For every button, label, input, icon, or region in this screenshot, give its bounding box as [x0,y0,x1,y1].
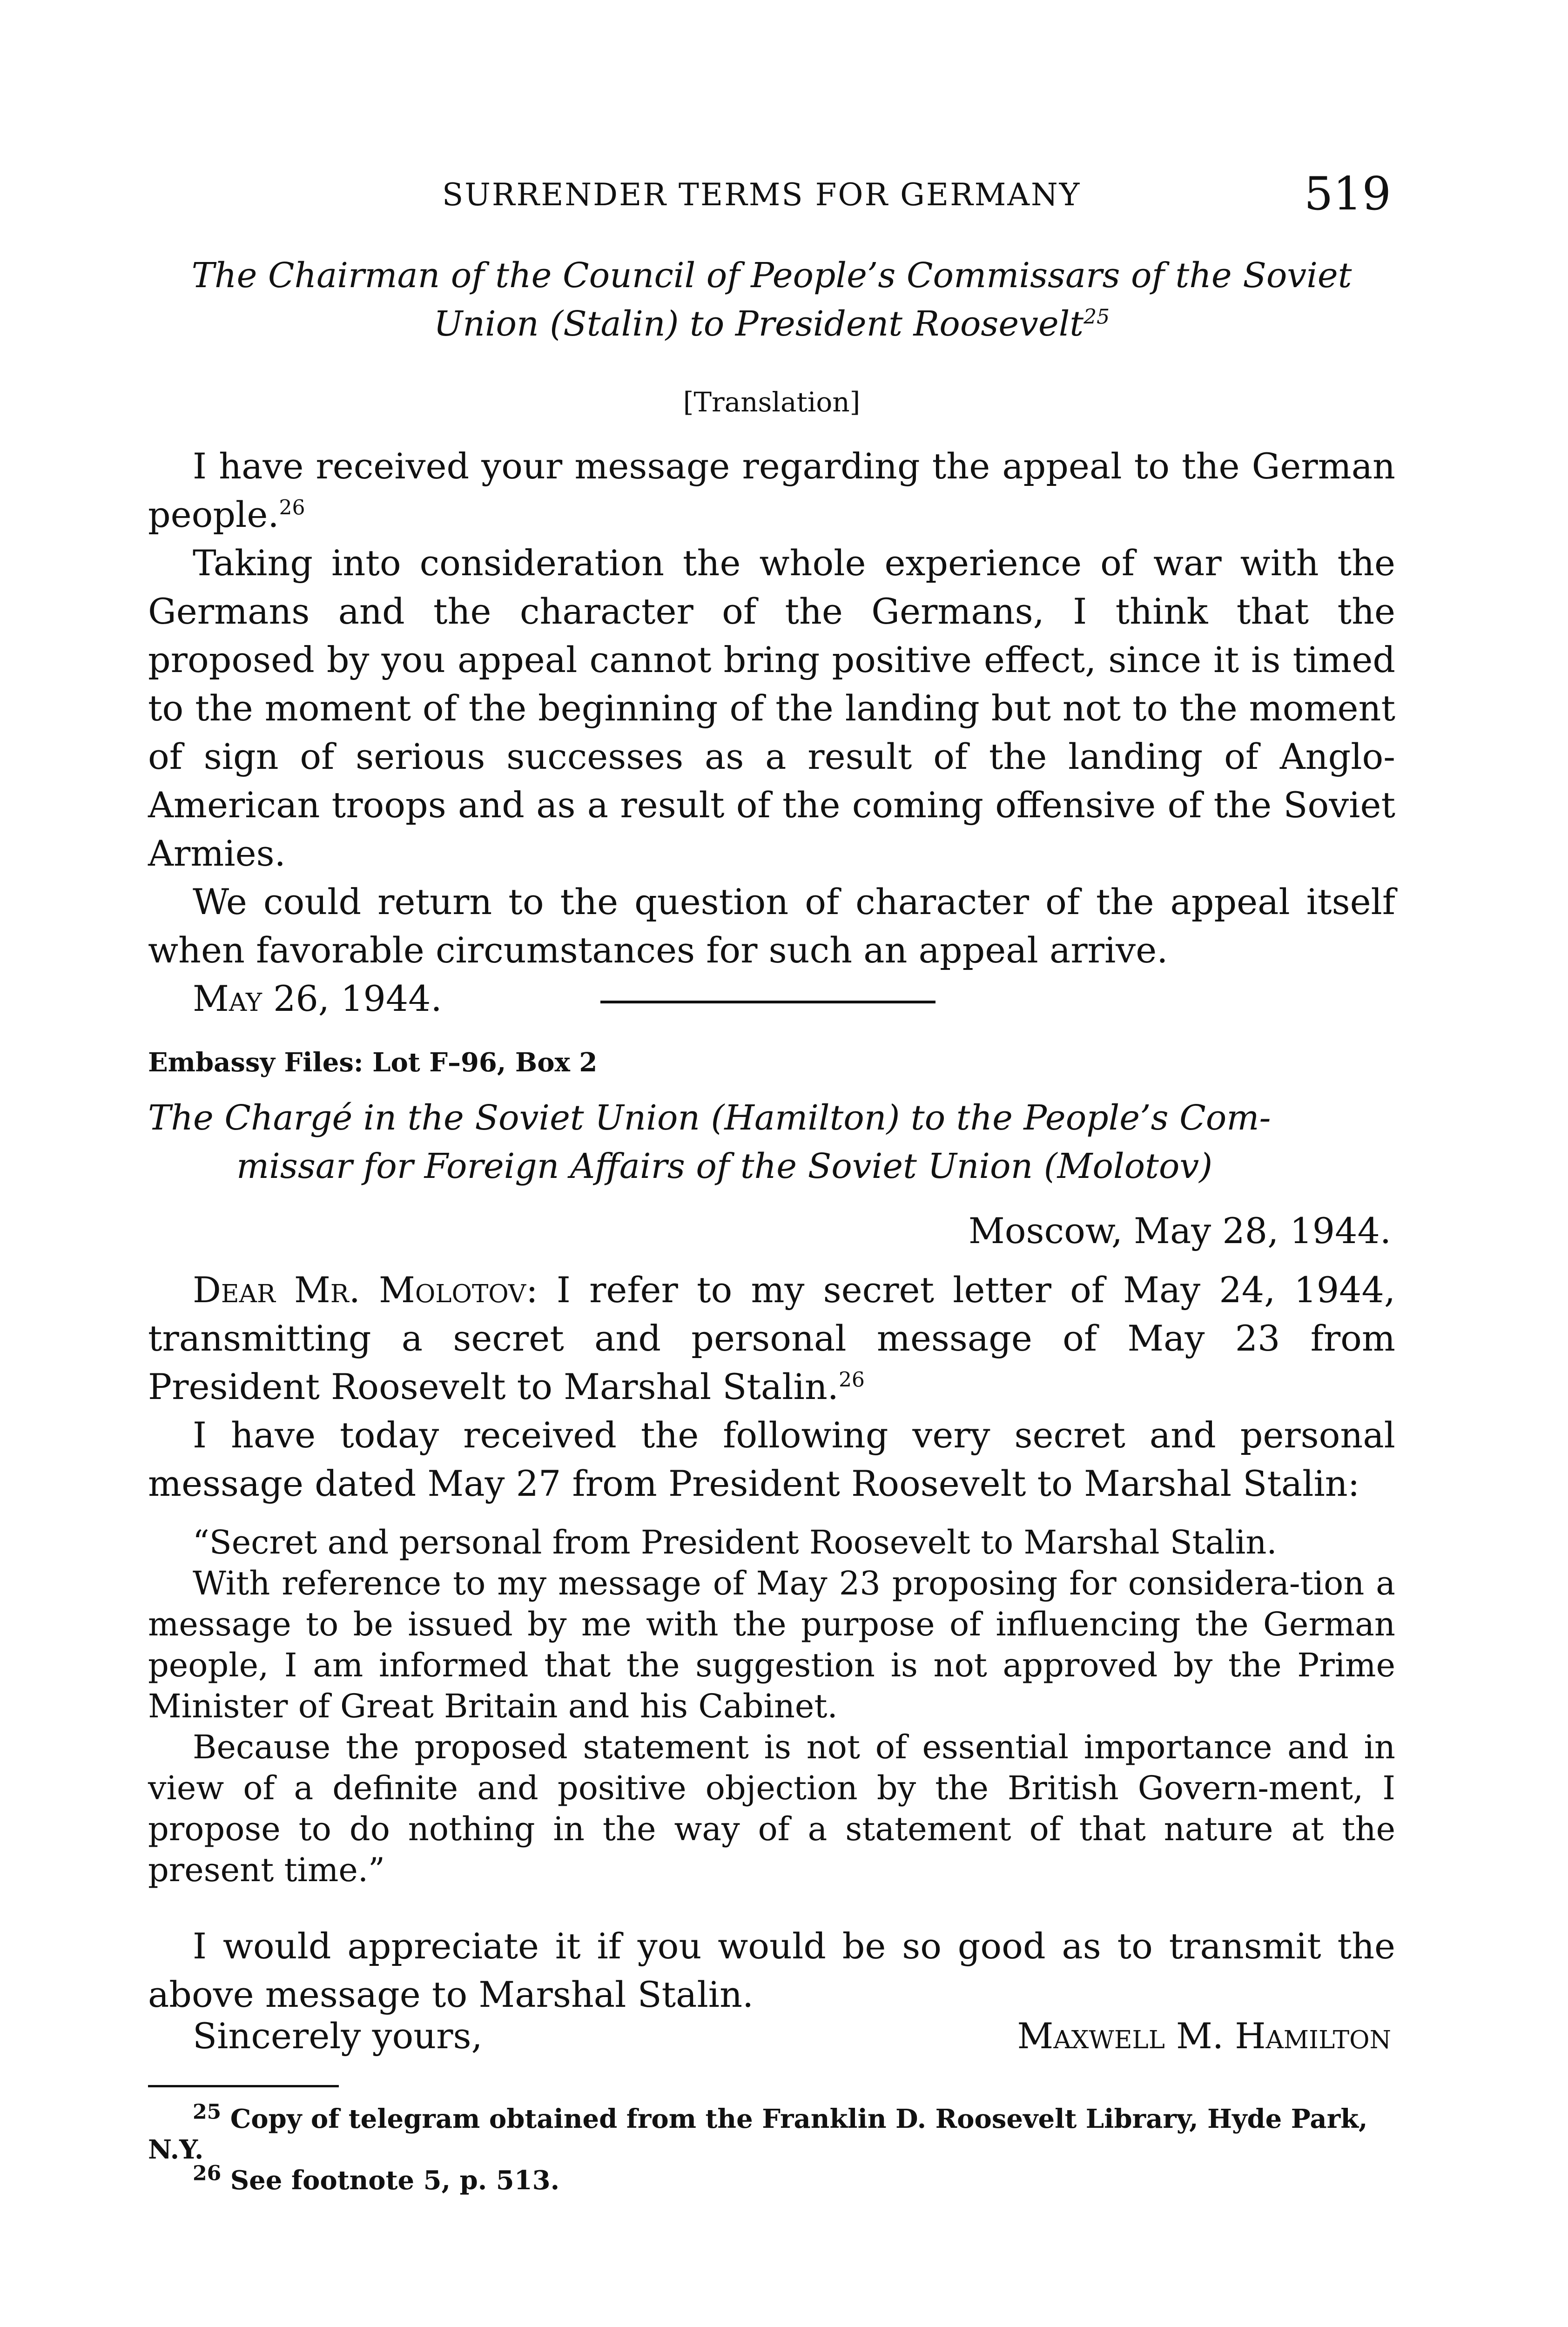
doc1-title-line1: The Chairman of the Council of People’s Commissars of the Soviet [191,256,1352,296]
doc1-date: May 26, 1944. [193,978,442,1019]
page-number: 519 [1304,168,1391,221]
doc1-title-line2: Union (Stalin) to President Roosevelt [433,304,1084,344]
running-head: SURRENDER TERMS FOR GERMANY [442,177,1081,213]
translation-note: [Translation] [683,386,861,418]
footnote-ref-25: 25 [1083,305,1110,329]
doc1-paragraph-3: We could return to the question of character of the appeal itself when favorable circumstances for such an appeal arrive. [148,881,1395,971]
quoted-message [148,1522,1395,1890]
doc2-title-line1: The Chargé in the Soviet Union (Hamilton) to the People’s Com- [148,1098,1271,1138]
footnote-26-text: See footnote 5, p. 513. [230,2165,560,2196]
salutation: Dear Mr. Molotov: [193,1269,538,1311]
doc1-body [148,442,1395,1023]
doc2-closing-body [148,1922,1395,2019]
footnotes [148,2100,1395,2196]
footnote-25 [148,2100,1395,2165]
place-date: Moscow, May 28, 1944. [968,1210,1391,1251]
doc2-paragraph-2: I have today received the following very secret and personal message dated May 27 from President Roosevelt to Marshal Stalin: [148,1414,1395,1504]
footnote-26 [148,2161,1395,2196]
quote-paragraph-2: Because the proposed statement is not of essential importance and in view of a definite and positive objection by the British Govern-ment, I propose to do nothing in the way of a statement of that nature at the present time.” [148,1728,1395,1889]
doc1-title-line2-wrap [148,300,1395,348]
doc2-paragraph-1 [148,1266,1395,1411]
footnote-26-mark: 26 [193,2161,222,2186]
doc2-title-line2: missar for Foreign Affairs of the Soviet Union (Molotov) [236,1146,1213,1186]
doc1-title [148,251,1395,348]
quote-line-1: “Secret and personal from President Roosevelt to Marshal Stalin. [193,1523,1277,1561]
footnote-ref-26b: 26 [838,1368,865,1392]
quote-paragraph-1: With reference to my message of May 23 proposing for considera-tion a message to be issued by me with the purpose of influencing the German people, I am informed that the suggestion is not approved by the Prime Minister of Great Britain and his Cabinet. [148,1564,1395,1725]
signature: Maxwell M. Hamilton [1017,2015,1391,2057]
doc2-paragraph-3: I would appreciate it if you would be so good as to transmit the above message to Marshal Stalin. [148,1925,1395,2015]
doc2-body [148,1266,1395,1508]
closing: Sincerely yours, [193,2015,483,2057]
doc1-paragraph-2: Taking into consideration the whole experience of war with the Germans and the character of the Germans, I think that the proposed by you appeal cannot bring positive effect, since it is timed to the moment of the beginning of the landing but not to the moment of sign of serious successes as a result of the landing of Anglo-American troops and as a result of the coming offensive of the Soviet Armies. [148,542,1395,874]
doc1-p1-text: I have received your message regarding the appeal to the German people. [148,445,1395,535]
doc2-p1-text: I refer to my secret letter of May 24, 1944, transmitting a secret and personal message of May 23 from President Roosevelt to Marshal Stalin. [148,1269,1395,1407]
footnote-ref-26: 26 [279,496,305,520]
footnote-rule [148,2085,339,2087]
footnote-25-text: Copy of telegram obtained from the Franklin D. Roosevelt Library, Hyde Park, N.Y. [148,2104,1368,2165]
doc1-paragraph-1 [148,442,1395,539]
doc2-title [148,1094,1395,1190]
footnote-25-mark: 25 [193,2100,222,2124]
file-reference: Embassy Files: Lot F–96, Box 2 [148,1047,598,1078]
section-divider [600,1001,935,1003]
